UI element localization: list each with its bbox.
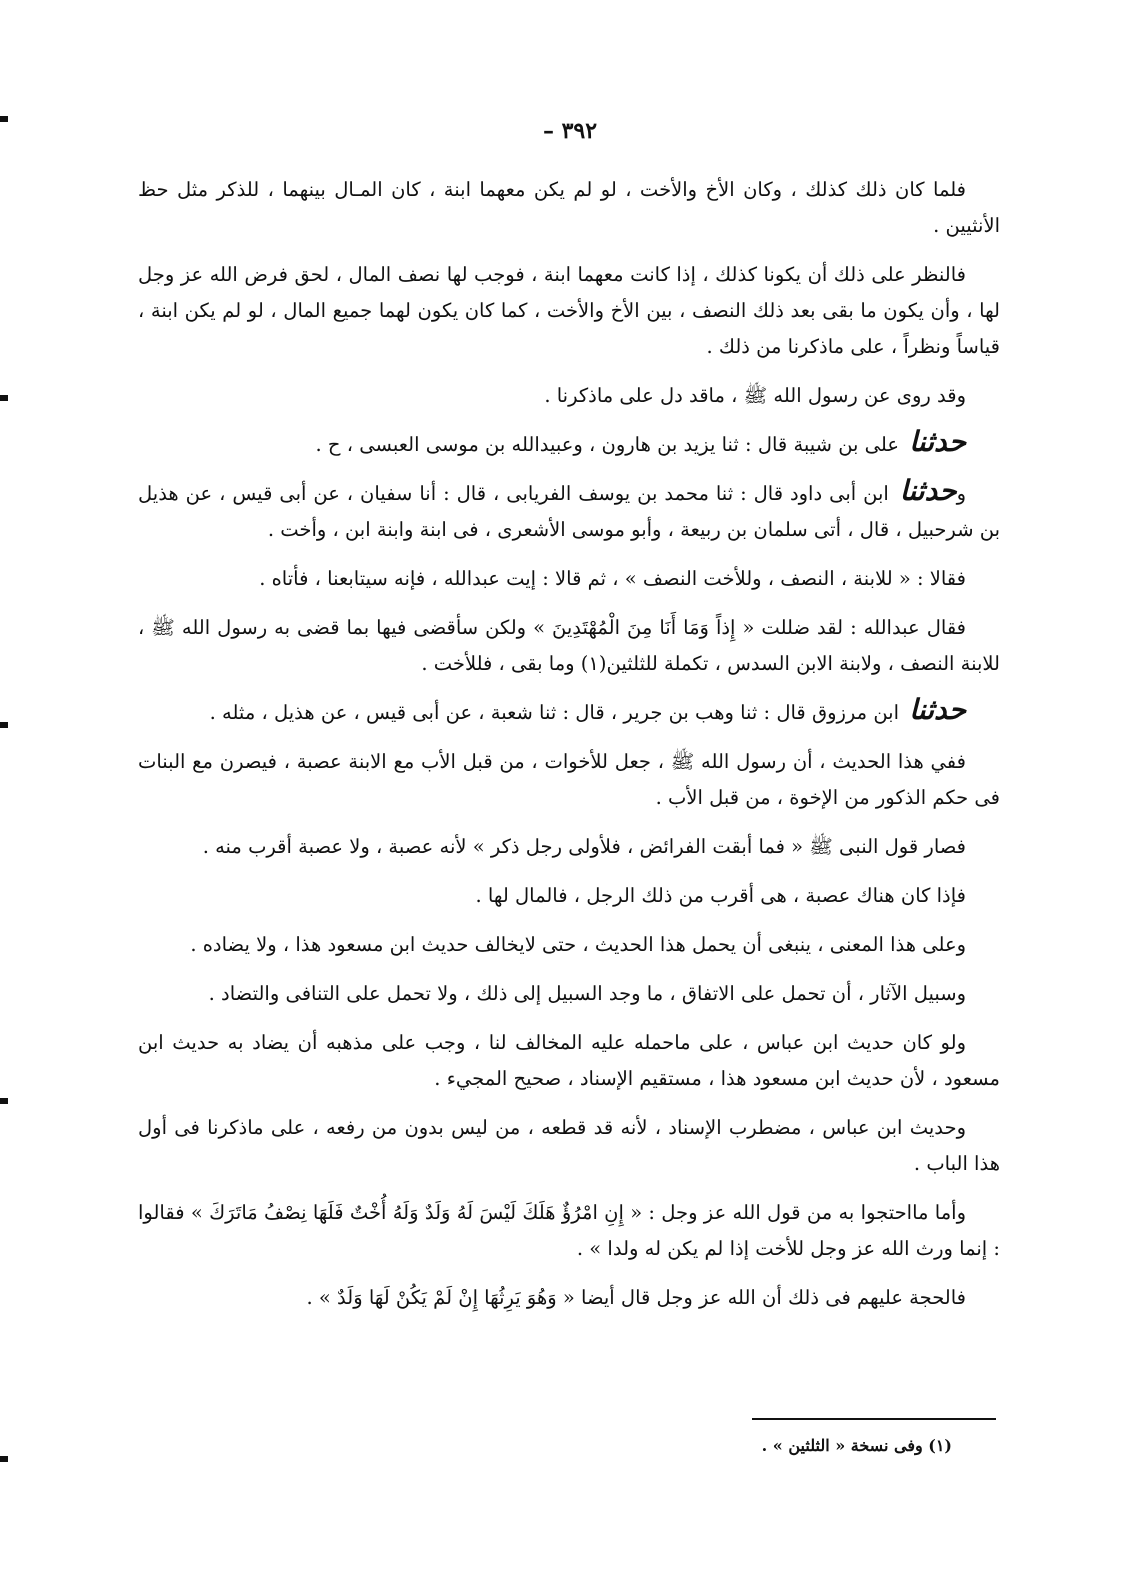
- paragraph-text: ولو كان حديث ابن عباس ، على ماحمله عليه المخالف لنا ، وجب على مذهبه أن يضاد به حديث ابن مسعود ، لأن حديث ابن مسعود هذا ، مستقيم الإسناد ، صحيح المجيء .: [138, 1031, 1000, 1090]
- hadith-chain-marker: حدثنا: [909, 693, 966, 726]
- paragraph-text: ابن مرزوق قال : ثنا وهب بن جرير ، قال : ثنا شعبة ، عن أبى قيس ، عن هذيل ، مثله .: [209, 701, 906, 724]
- paragraph: [138, 1280, 1000, 1316]
- paragraph: [138, 976, 1000, 1012]
- paragraph-text: فقال عبدالله : لقد ضللت « إِذاً وَمَا أَنَا مِنَ الْمُهْتَدِينَ » ولكن سأقضى فيها بما قضى به رسول الله ﷺ ، للابنة النصف ، ولابنة الابن السدس ، تكملة للثلثين(١) وما بقى ، فللأخت .: [138, 616, 1000, 675]
- paragraph-text: فإذا كان هناك عصبة ، هى أقرب من ذلك الرجل ، فالمال لها .: [475, 884, 966, 907]
- paragraph: [138, 427, 1000, 463]
- paragraph-text: وعلى هذا المعنى ، ينبغى أن يحمل هذا الحديث ، حتى لايخالف حديث ابن مسعود هذا ، ولا يضاده .: [190, 933, 966, 956]
- edge-mark: [0, 1456, 8, 1462]
- paragraph-text: و: [956, 482, 966, 505]
- paragraph: [138, 1025, 1000, 1097]
- paragraph: [138, 744, 1000, 816]
- paragraph: [138, 829, 1000, 865]
- paragraph-text: وقد روى عن رسول الله ﷺ ، ماقد دل على ماذكرنا .: [544, 384, 966, 407]
- paragraph: [138, 257, 1000, 365]
- paragraph-text: على بن شيبة قال : ثنا يزيد بن هارون ، وعبيدالله بن موسى العبسى ، ح .: [315, 433, 906, 456]
- paragraph: [138, 476, 1000, 548]
- paragraph: [138, 610, 1000, 682]
- page-number: ٣٩٢ –: [542, 118, 598, 144]
- paragraph-text: فلما كان ذلك كذلك ، وكان الأخ والأخت ، لو لم يكن معهما ابنة ، كان المـال بينهما ، للذكر مثل حظ الأنثيين .: [138, 178, 1000, 237]
- paragraph: [138, 927, 1000, 963]
- paragraph: [138, 172, 1000, 244]
- paragraph-text: فالنظر على ذلك أن يكونا كذلك ، إذا كانت معهما ابنة ، فوجب لها نصف المال ، لحق فرض الله عز وجل لها ، وأن يكون ما بقى بعد ذلك النصف ، بين الأخ والأخت ، كما كان يكون لهما جميع المال ، لو لم يكن ابنة ، قياساً ونظراً ، على ماذكرنا من ذلك .: [138, 263, 1000, 358]
- edge-mark: [0, 1098, 8, 1104]
- body-text: [138, 172, 1000, 1329]
- paragraph: [138, 378, 1000, 414]
- hadith-chain-marker: حدثنا: [909, 425, 966, 458]
- paragraph-text: فقالا : « للابنة ، النصف ، وللأخت النصف » ، ثم قالا : إيت عبدالله ، فإنه سيتابعنا ، فأتاه .: [259, 567, 966, 590]
- edge-mark: [0, 116, 8, 122]
- paragraph-text: ابن أبى داود قال : ثنا محمد بن يوسف الفريابى ، قال : أنا سفيان ، عن أبى قيس ، عن هذيل بن شرحبيل ، قال ، أتى سلمان بن ربيعة ، وأبو موسى الأشعرى ، فى ابنة وابنة ابن ، وأخت .: [138, 482, 1000, 541]
- paragraph: [138, 561, 1000, 597]
- paragraph-text: وأما مااحتجوا به من قول الله عز وجل : « إِنِ امْرُؤٌ هَلَكَ لَيْسَ لَهُ وَلَدٌ وَلَهُ أُخْتٌ فَلَهَا نِصْفُ مَاتَرَكَ » فقالوا : إنما ورث الله عز وجل للأخت إذا لم يكن له ولدا » .: [138, 1201, 1000, 1260]
- edge-mark: [0, 722, 8, 728]
- footnote: (١) وفى نسخة « الثلثين » .: [761, 1436, 952, 1455]
- paragraph-text: وحديث ابن عباس ، مضطرب الإسناد ، لأنه قد قطعه ، من ليس بدون من رفعه ، على ماذكرنا فى أول هذا الباب .: [138, 1116, 1000, 1175]
- paragraph-text: فصار قول النبى ﷺ « فما أبقت الفرائض ، فلأولى رجل ذكر » لأنه عصبة ، ولا عصبة أقرب منه .: [202, 835, 966, 858]
- hadith-chain-marker: حدثنا: [899, 474, 957, 507]
- paragraph: [138, 1195, 1000, 1267]
- paragraph-text: فالحجة عليهم فى ذلك أن الله عز وجل قال أيضا « وَهُوَ يَرِثُهَا إِنْ لَمْ يَكُنْ لَهَا وَلَدٌ » .: [306, 1286, 966, 1309]
- paragraph-text: وسبيل الآثار ، أن تحمل على الاتفاق ، ما وجد السبيل إلى ذلك ، ولا تحمل على التنافى والتضاد .: [208, 982, 966, 1005]
- paragraph: [138, 1110, 1000, 1182]
- edge-mark: [0, 395, 8, 401]
- paragraph: [138, 695, 1000, 731]
- footnote-divider: [752, 1418, 996, 1420]
- paragraph: [138, 878, 1000, 914]
- paragraph-text: ففي هذا الحديث ، أن رسول الله ﷺ ، جعل للأخوات ، من قبل الأب مع الابنة عصبة ، فيصرن مع البنات فى حكم الذكور من الإخوة ، من قبل الأب .: [138, 750, 1000, 809]
